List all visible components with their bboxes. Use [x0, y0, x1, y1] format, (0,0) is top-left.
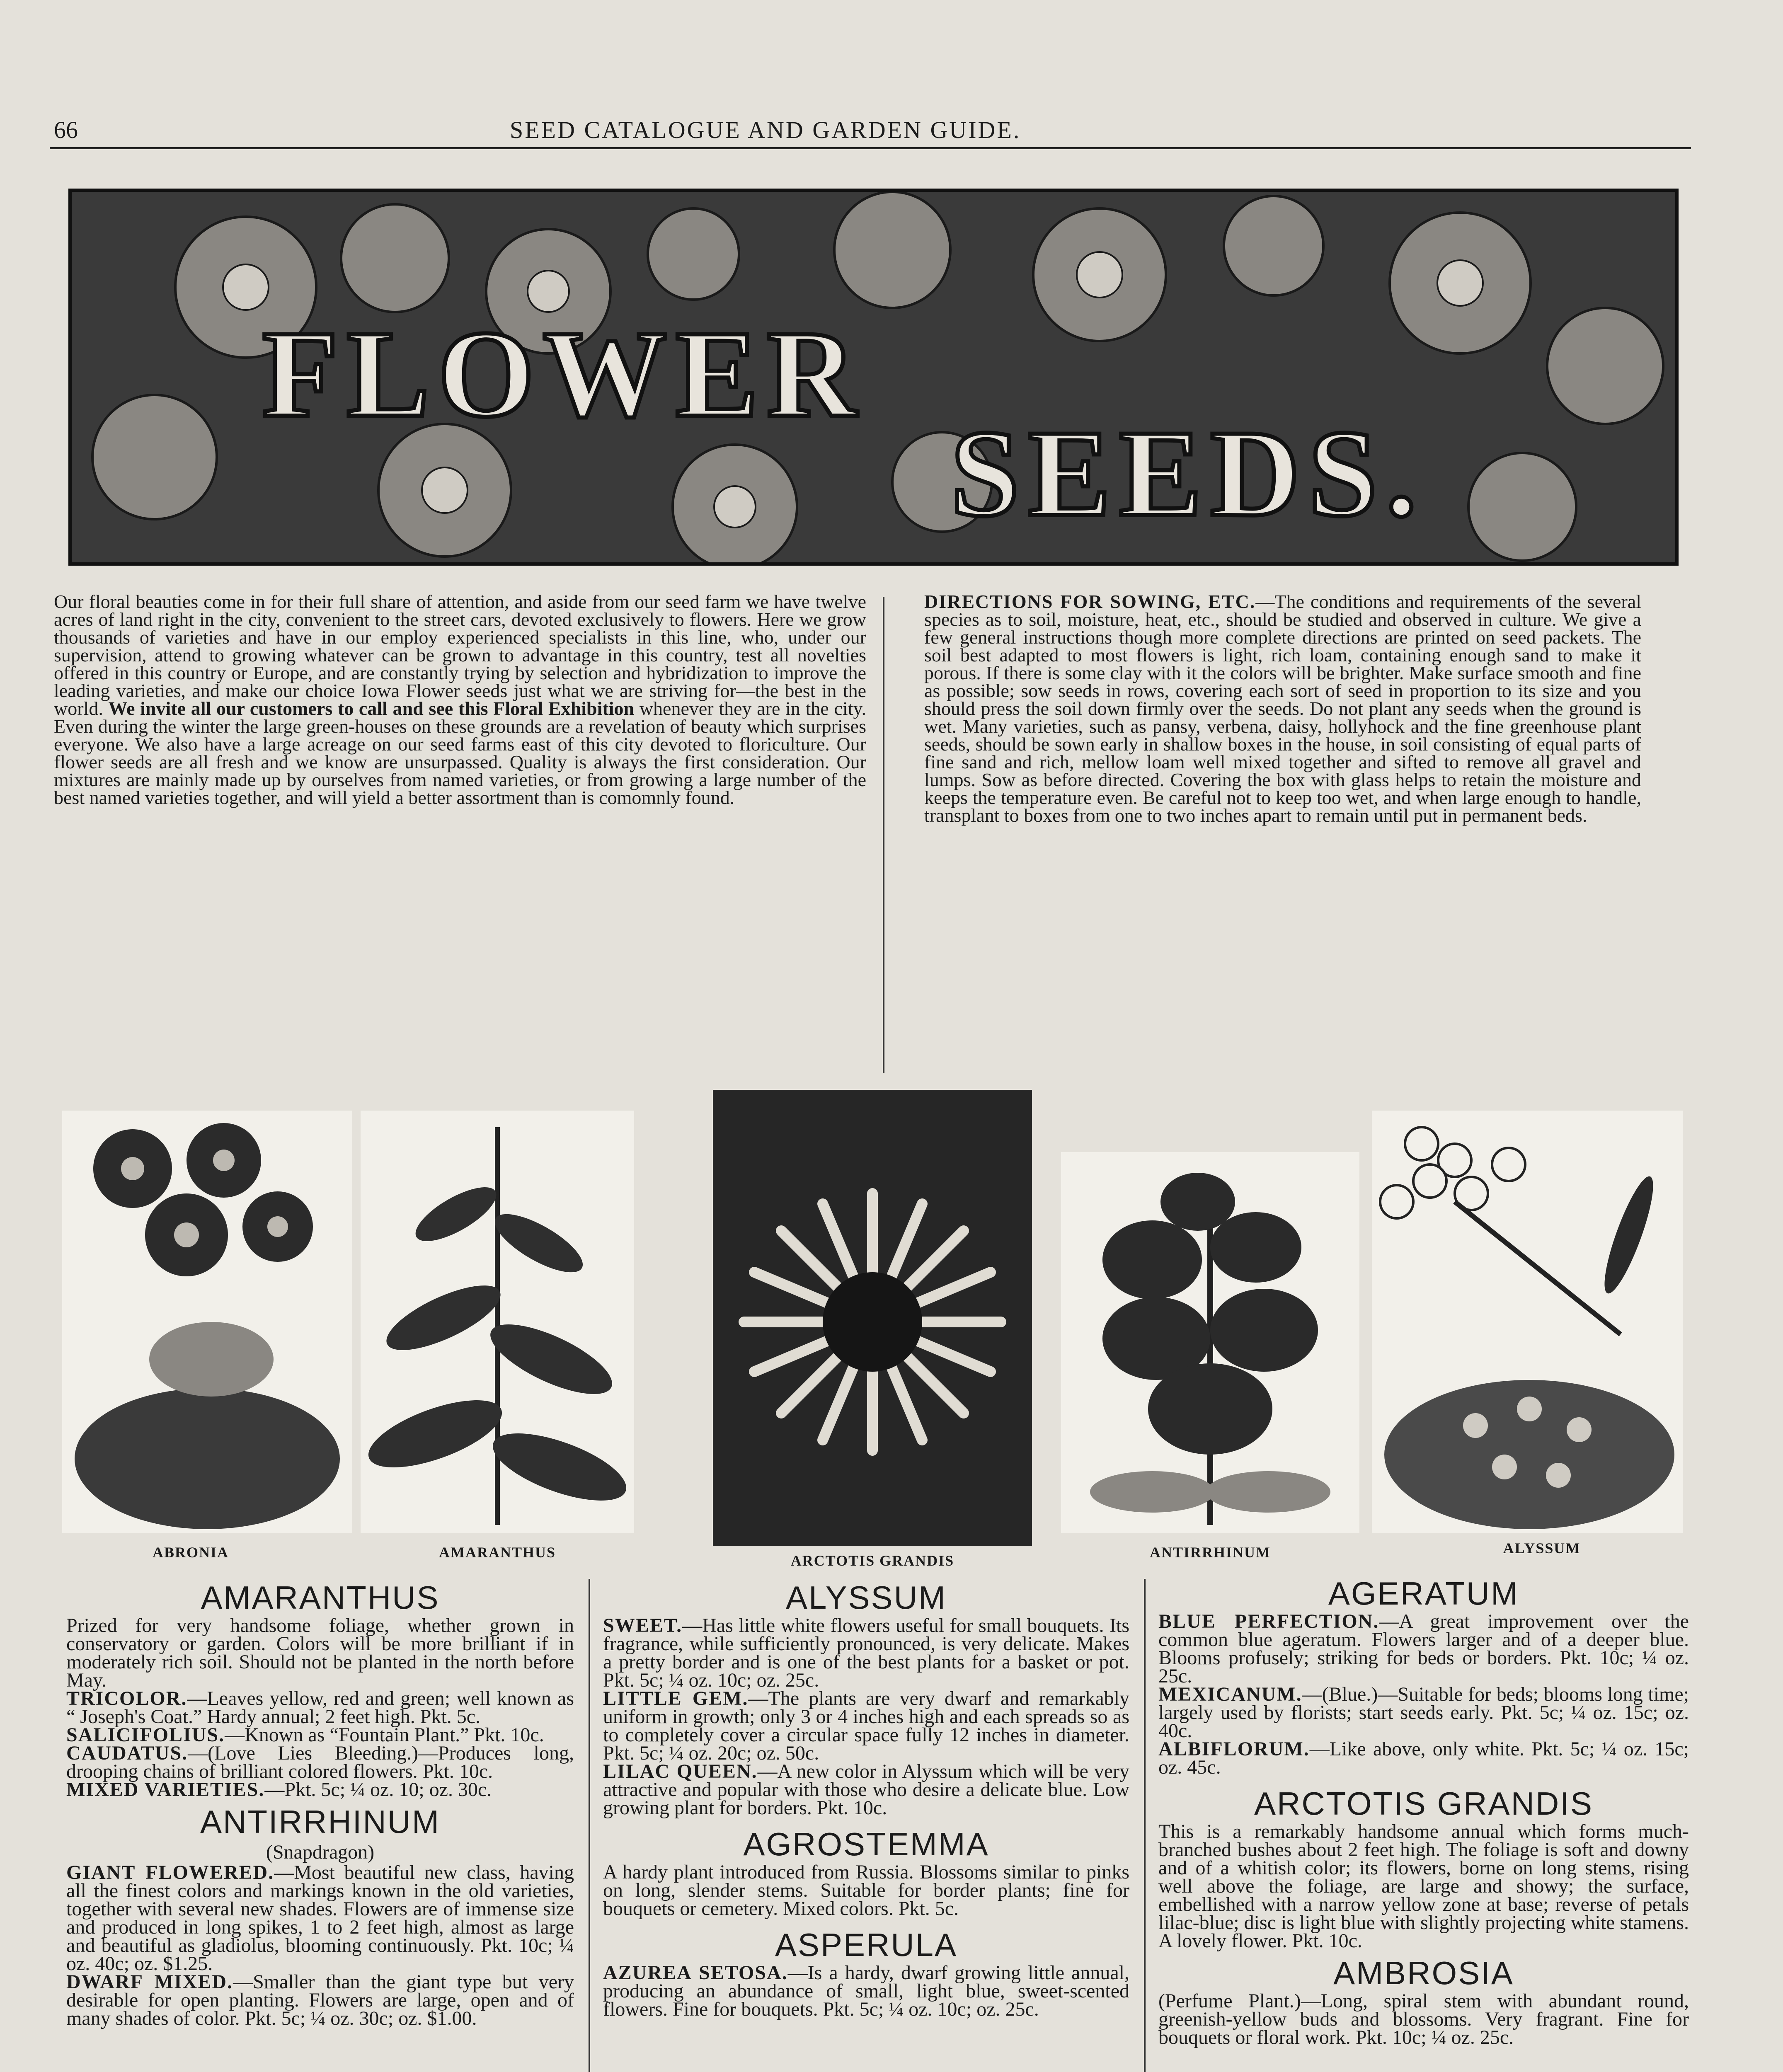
column-1: [66, 1579, 574, 2028]
intro-left-column: [54, 593, 866, 806]
arctotis-grandis-illustration: [713, 1090, 1032, 1546]
amaranthus-intro: Prized for very handsome foliage, whether grown in conservatory or garden. Colors will be more brilliant if in moderately rich soil. Should not be planted in the north before May.: [66, 1615, 574, 1691]
flower-seeds-banner: [68, 189, 1679, 566]
column-2: [603, 1579, 1129, 2019]
alyssum-variety-lilac-queen: LILAC QUEEN.—A new color in Alyssum which will be very attractive and popular with those who desire a delicate blue. Low growing plant for borders. Pkt. 10c.: [603, 1760, 1130, 1819]
antirrhinum-variety-giant: GIANT FLOWERED.—Most beautiful new class, having all the finest colors and markings known in the old varieties, together with several new shades. Flowers are of immense size and produced in long spikes, 1 to 2 feet high, almost as large and beautiful as gladiolus, blooming continuously. Pkt. 10c; ¼ oz. 40c; oz. $1.25.: [66, 1861, 574, 1975]
agrostemma-text: A hardy plant introduced from Russia. Blossoms similar to pinks on long, slender stems. Suitable for border plants; fine for bouquets or cemetery. Mixed colors. Pkt. 5c.: [603, 1861, 1129, 1920]
amaranthus-variety-mixed: MIXED VARIETIES.—Pkt. 5c; ¼ oz. 10; oz. 30c.: [66, 1779, 492, 1801]
asperula-variety-azurea: AZUREA SETOSA.—Is a hardy, dwarf growing little annual, producing an abundance of small, light blue, sweet-scented flowers. Fine for bouquets. Pkt. 5c; ¼ oz. 10c; oz. 25c.: [603, 1962, 1129, 2020]
directions-heading: DIRECTIONS FOR SOWING, ETC.: [924, 591, 1256, 612]
arctotis-text: This is a remarkably handsome annual which forms much-branched bushes about 2 feet high. The foliage is soft and downy and of a whitish color; its flowers, borne on long stems, rising well above the foliage, are large and showy; the surface, embellished with a narrow yellow zone at base; reverse of petals lilac-blue; disc is light blue with slightly projecting white stamens. A lovely flower. Pkt. 10c.: [1158, 1820, 1689, 1952]
amaranthus-variety-tricolor: TRICOLOR.—Leaves yellow, red and green; well known as “ Joseph's Coat.” Hardy annual; 2 feet high. Pkt. 5c.: [66, 1687, 574, 1728]
directions-text: —The conditions and requirements of the several species as to soil, moisture, heat, etc., should be studied and observed in culture. We give a few general instructions though more complete directions are printed on seed packets. The soil best adapted to most flowers is light, rich loam, containing enough sand to make it porous. If there is some clay with it the colors will be brighter. Make surface smooth and fine as possible; sow seeds in rows, covering each sort of seed in proportion to its size and you should press the soil down firmly over the seeds. Do not plant any seeds when the ground is wet. Many varieties, such as pansy, verbena, daisy, hollyhock and the fine greenhouse plant seeds, should be sown early in shallow boxes in the house, in soil consisting of equal parts of fine sand and rich, mellow loam well mixed together and sifted to remove all gravel and lumps. Sow as before directed. Covering the box with glass helps to retain the moisture and keeps the temperature even. Be careful not to keep too wet, and when large enough to handle, transplant to boxes from one to two inches apart to remain until put in permanent beds.: [924, 591, 1641, 826]
alyssum-variety-little-gem: LITTLE GEM.—The plants are very dwarf and remarkably uniform in growth; only 3 or 4 inches high and each spreads so as to completely cover a circular space fully 12 inches in diameter. Pkt. 5c; ¼ oz. 20c; oz. 50c.: [603, 1687, 1129, 1764]
antirrhinum-variety-dwarf: DWARF MIXED.—Smaller than the giant type but very desirable for open planting. Flowers are large, open and of many shades of color. Pkt. 5c; ¼ oz. 30c; oz. $1.00.: [66, 1971, 574, 2029]
intro-invitation: We invite all our customers to call and see this Floral Exhibition: [108, 698, 635, 719]
ageratum-variety-blue-perfection: BLUE PERFECTION.—A great improvement over the common blue ageratum. Flowers larger and of a deeper blue. Blooms profusely; striking for beds or borders. Pkt. 10c; ¼ oz. 25c.: [1158, 1610, 1689, 1687]
caption-amaranthus: AMARANTHUS: [438, 1544, 556, 1561]
asperula-heading: ASPERULA: [775, 1927, 958, 1963]
antirrhinum-subheading: (Snapdragon): [266, 1841, 375, 1863]
ambrosia-heading: AMBROSIA: [1333, 1955, 1514, 1991]
caption-abronia: ABRONIA: [152, 1544, 229, 1561]
header-rule: [50, 147, 1691, 149]
page-number: 66: [54, 116, 78, 143]
amaranthus-variety-salicifolius: SALICIFOLIUS.—Known as “Fountain Plant.” Pkt. 10c.: [66, 1724, 544, 1746]
alyssum-illustration: [1372, 1111, 1683, 1533]
alyssum-variety-sweet: SWEET.—Has little white flowers useful for small bouquets. Its fragrance, while sufficiently pronounced, is very delicate. Makes a pretty border and is one of the best plants for a basket or pot. Pkt. 5c; ¼ oz. 10c; oz. 25c.: [603, 1615, 1129, 1691]
column-divider-1: [589, 1579, 590, 2072]
abronia-illustration: [62, 1111, 352, 1533]
banner-title-flower: FLOWER: [262, 305, 865, 443]
column-divider-2: [1144, 1579, 1146, 2072]
intro-paragraph: Our floral beauties come in for their full share of attention, and aside from our seed farm we have twelve acres of land right in the city, convenient to the street cars, devoted exclusively to flowers. Here we grow thousands of varieties and have in our employ experienced specialists in this line, who, under our supervision, attend to growing whatever can be grown to advantage in this country, test all novelties offered in this country or Europe, and are constantly trying by selection and hybridization to improve the leading varieties, and make our choice Iowa Flower seeds just what we are striving for—the best in the world.: [54, 591, 866, 719]
amaranthus-variety-caudatus: CAUDATUS.—(Love Lies Bleeding.)—Produces long, drooping chains of brilliant colored flowers. Pkt. 10c.: [66, 1742, 574, 1782]
alyssum-heading: ALYSSUM: [786, 1579, 947, 1616]
running-header: [54, 116, 1691, 145]
intro-paragraph-continued: whenever they are in the city. Even during the winter the large green-houses on these grounds are a revelation of beauty which surprises everyone. We also have a large acreage on our seed farms east of this city devoted to floriculture. Our flower seeds are all fresh and we know are unsurpassed. Quality is always the first consideration. Our mixtures are mainly made up by ourselves from named varieties, or from growing a large number of the best named varieties together, and will yield a better assortment than is comomnly found.: [54, 698, 867, 808]
ageratum-variety-mexicanum: MEXICANUM.—(Blue.)—Suitable for beds; blooms long time; largely used by florists; start seeds early. Pkt. 5c; ¼ oz. 15c; oz. 40c.: [1158, 1683, 1689, 1742]
antirrhinum-illustration: [1061, 1152, 1359, 1533]
banner-floral-illustration: [72, 192, 1675, 562]
ambrosia-text: (Perfume Plant.)—Long, spiral stem with abundant round, greenish-yellow buds and blossoms. Very fragrant. Fine for bouquets or floral work. Pkt. 10c; ¼ oz. 25c.: [1158, 1990, 1689, 2048]
caption-antirrhinum: ANTIRRHINUM: [1150, 1544, 1271, 1561]
arctotis-heading: ARCTOTIS GRANDIS: [1254, 1785, 1593, 1822]
agrostemma-heading: AGROSTEMMA: [743, 1826, 989, 1862]
running-title: SEED CATALOGUE AND GARDEN GUIDE.: [510, 116, 1021, 143]
amaranthus-heading: AMARANTHUS: [201, 1579, 440, 1616]
amaranthus-illustration: [361, 1111, 634, 1533]
column-3: [1158, 1575, 1689, 2047]
ageratum-heading: AGERATUM: [1328, 1575, 1519, 1612]
banner-title-seeds: SEEDS.: [950, 404, 1425, 542]
ageratum-variety-albiflorum: ALBIFLORUM.—Like above, only white. Pkt. 5c; ¼ oz. 15c; oz. 45c.: [1158, 1738, 1689, 1778]
intro-right-column: [924, 593, 1641, 824]
caption-alyssum: ALYSSUM: [1503, 1540, 1581, 1556]
antirrhinum-heading: ANTIRRHINUM: [200, 1803, 440, 1840]
caption-arctotis-grandis: ARCTOTIS GRANDIS: [790, 1552, 954, 1569]
intro-column-divider: [883, 597, 884, 1073]
